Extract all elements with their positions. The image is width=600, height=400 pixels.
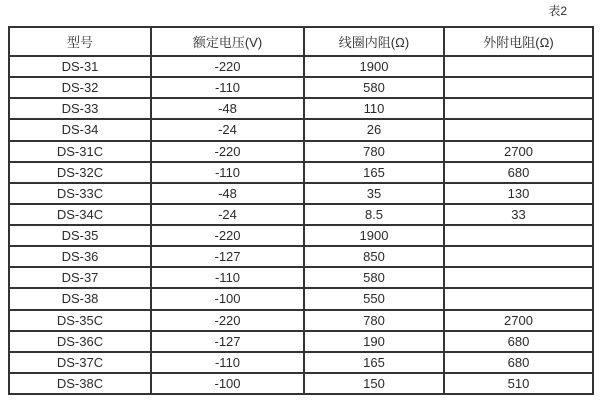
cell-coil-resistance: 165 bbox=[304, 162, 444, 183]
cell-voltage: -100 bbox=[151, 288, 304, 309]
table-row bbox=[9, 246, 593, 267]
cell-external-resistance: 130 bbox=[444, 183, 593, 204]
cell-external-resistance: 680 bbox=[444, 331, 593, 352]
table-row bbox=[9, 267, 593, 288]
cell-model: DS-32 bbox=[9, 77, 151, 98]
column-header-coil-resistance: 线圈内阻(Ω) bbox=[304, 27, 444, 56]
cell-voltage: -48 bbox=[151, 183, 304, 204]
table-row bbox=[9, 56, 593, 77]
cell-coil-resistance: 150 bbox=[304, 373, 444, 394]
cell-external-resistance: 2700 bbox=[444, 141, 593, 162]
cell-voltage: -100 bbox=[151, 373, 304, 394]
cell-external-resistance: 680 bbox=[444, 352, 593, 373]
cell-external-resistance bbox=[444, 225, 593, 246]
table-row bbox=[9, 352, 593, 373]
cell-external-resistance bbox=[444, 56, 593, 77]
cell-voltage: -220 bbox=[151, 310, 304, 331]
cell-external-resistance bbox=[444, 288, 593, 309]
cell-external-resistance: 33 bbox=[444, 204, 593, 225]
table-header-row bbox=[9, 27, 593, 56]
table-row bbox=[9, 162, 593, 183]
cell-external-resistance bbox=[444, 267, 593, 288]
spec-table bbox=[8, 26, 594, 395]
cell-model: DS-38 bbox=[9, 288, 151, 309]
table-row bbox=[9, 183, 593, 204]
cell-model: DS-36 bbox=[9, 246, 151, 267]
cell-external-resistance bbox=[444, 98, 593, 119]
cell-external-resistance bbox=[444, 77, 593, 98]
cell-model: DS-32C bbox=[9, 162, 151, 183]
cell-coil-resistance: 1900 bbox=[304, 56, 444, 77]
cell-coil-resistance: 550 bbox=[304, 288, 444, 309]
cell-model: DS-37C bbox=[9, 352, 151, 373]
table-row bbox=[9, 141, 593, 162]
cell-voltage: -220 bbox=[151, 56, 304, 77]
table-row bbox=[9, 98, 593, 119]
cell-coil-resistance: 580 bbox=[304, 267, 444, 288]
table-row bbox=[9, 288, 593, 309]
cell-external-resistance: 680 bbox=[444, 162, 593, 183]
cell-coil-resistance: 26 bbox=[304, 119, 444, 140]
cell-coil-resistance: 580 bbox=[304, 77, 444, 98]
cell-model: DS-36C bbox=[9, 331, 151, 352]
cell-model: DS-35C bbox=[9, 310, 151, 331]
cell-coil-resistance: 110 bbox=[304, 98, 444, 119]
cell-coil-resistance: 1900 bbox=[304, 225, 444, 246]
cell-model: DS-34 bbox=[9, 119, 151, 140]
cell-coil-resistance: 165 bbox=[304, 352, 444, 373]
table-row bbox=[9, 225, 593, 246]
cell-external-resistance: 510 bbox=[444, 373, 593, 394]
table-row bbox=[9, 331, 593, 352]
cell-voltage: -110 bbox=[151, 162, 304, 183]
cell-coil-resistance: 780 bbox=[304, 310, 444, 331]
cell-voltage: -220 bbox=[151, 225, 304, 246]
cell-external-resistance bbox=[444, 246, 593, 267]
cell-voltage: -127 bbox=[151, 246, 304, 267]
table-row bbox=[9, 204, 593, 225]
cell-voltage: -48 bbox=[151, 98, 304, 119]
cell-model: DS-38C bbox=[9, 373, 151, 394]
column-header-model: 型号 bbox=[9, 27, 151, 56]
cell-model: DS-33C bbox=[9, 183, 151, 204]
cell-external-resistance: 2700 bbox=[444, 310, 593, 331]
cell-model: DS-34C bbox=[9, 204, 151, 225]
cell-voltage: -127 bbox=[151, 331, 304, 352]
cell-external-resistance bbox=[444, 119, 593, 140]
cell-model: DS-37 bbox=[9, 267, 151, 288]
table-row bbox=[9, 119, 593, 140]
cell-voltage: -110 bbox=[151, 352, 304, 373]
cell-voltage: -24 bbox=[151, 204, 304, 225]
cell-voltage: -110 bbox=[151, 267, 304, 288]
cell-voltage: -110 bbox=[151, 77, 304, 98]
table-caption: 表2 bbox=[548, 4, 567, 18]
cell-coil-resistance: 850 bbox=[304, 246, 444, 267]
table-row bbox=[9, 77, 593, 98]
cell-model: DS-35 bbox=[9, 225, 151, 246]
cell-coil-resistance: 8.5 bbox=[304, 204, 444, 225]
cell-model: DS-33 bbox=[9, 98, 151, 119]
table-row bbox=[9, 373, 593, 394]
cell-coil-resistance: 780 bbox=[304, 141, 444, 162]
column-header-rated-voltage: 额定电压(V) bbox=[151, 27, 304, 56]
cell-voltage: -220 bbox=[151, 141, 304, 162]
table-row bbox=[9, 310, 593, 331]
column-header-external-resistance: 外附电阻(Ω) bbox=[444, 27, 593, 56]
cell-coil-resistance: 35 bbox=[304, 183, 444, 204]
cell-coil-resistance: 190 bbox=[304, 331, 444, 352]
cell-model: DS-31 bbox=[9, 56, 151, 77]
cell-voltage: -24 bbox=[151, 119, 304, 140]
cell-model: DS-31C bbox=[9, 141, 151, 162]
